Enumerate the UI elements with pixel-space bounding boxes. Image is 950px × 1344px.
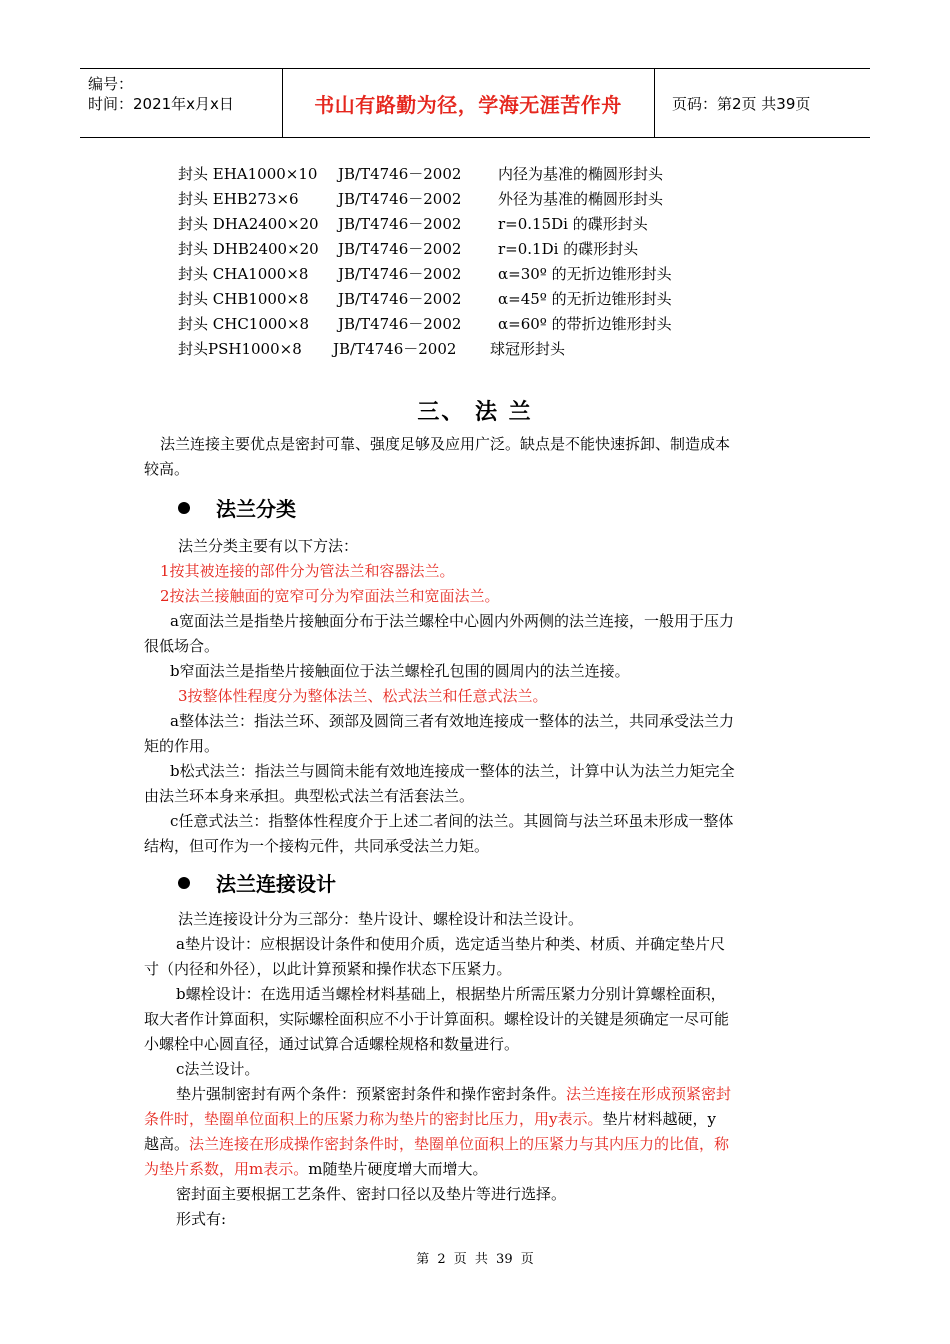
paragraph-line: a整体法兰：指法兰环、颈部及圆筒三者有效地连接成一整体的法兰，共同承受法兰力 <box>170 712 734 730</box>
paragraph-line: 小螺栓中心圆直径，通过试算合适螺栓规格和数量进行。 <box>144 1035 520 1053</box>
paragraph-line: 条件时，垫圈单位面积上的压紧力称为垫片的密封比压力，用y表示。垫片材料越硬，y <box>144 1110 716 1128</box>
paragraph-line: 法兰分类主要有以下方法： <box>178 537 359 555</box>
paragraph-line: 很低场合。 <box>144 637 220 655</box>
bullet-icon <box>178 877 190 889</box>
page-header <box>80 68 870 138</box>
paragraph-line: a宽面法兰是指垫片接触面分布于法兰螺栓中心圆内外两侧的法兰连接，一般用于压力 <box>170 612 734 630</box>
paragraph-line: c法兰设计。 <box>176 1060 260 1078</box>
paragraph-line: b窄面法兰是指垫片接触面位于法兰螺栓孔包围的圆周内的法兰连接。 <box>170 662 630 680</box>
paragraph-line: 越高。法兰连接在形成操作密封条件时，垫圈单位面积上的压紧力与其内压力的比值，称 <box>144 1135 730 1153</box>
intro-line: 法兰连接主要优点是密封可靠、强度足够及应用广泛。缺点是不能快速拆卸、制造成本 <box>160 435 731 453</box>
paragraph-line: 为垫片系数，用m表示。m随垫片硬度增大而增大。 <box>144 1160 488 1178</box>
paragraph-line: 法兰连接设计分为三部分：垫片设计、螺栓设计和法兰设计。 <box>178 910 584 928</box>
number-label: 编号： <box>88 75 134 93</box>
paragraph-line: b松式法兰：指法兰与圆筒未能有效地连接成一整体的法兰，计算中认为法兰力矩完全 <box>170 762 735 780</box>
paragraph-line: 形式有: <box>176 1210 227 1228</box>
header-divider <box>654 69 655 137</box>
paragraph-line: 2按法兰接触面的宽窄可分为窄面法兰和宽面法兰。 <box>160 587 500 605</box>
bullet-icon <box>178 502 190 514</box>
paragraph-line: 取大者作计算面积，实际螺栓面积应不小于计算面积。螺栓设计的关键是须确定一尽可能 <box>144 1010 730 1028</box>
paragraph-line: 结构，但可作为一个接构元件，共同承受法兰力矩。 <box>144 837 490 855</box>
paragraph-line: c任意式法兰：指整体性程度介于上述二者间的法兰。其圆筒与法兰环虽未形成一整体 <box>170 812 734 830</box>
section-title: 三、 法 兰 <box>417 400 533 425</box>
paragraph-line: a垫片设计：应根据设计条件和使用介质，选定适当垫片种类、材质、并确定垫片尺 <box>176 935 725 953</box>
paragraph-line: 垫片强制密封有两个条件：预紧密封条件和操作密封条件。法兰连接在形成预紧密封 <box>176 1085 732 1103</box>
paragraph-line: 由法兰环本身来承担。典型松式法兰有活套法兰。 <box>144 787 475 805</box>
header-meta <box>80 69 282 137</box>
paragraph-line: 寸（内径和外径），以此计算预紧和操作状态下压紧力。 <box>144 960 512 978</box>
paragraph-line: 1按其被连接的部件分为管法兰和容器法兰。 <box>160 562 455 580</box>
date-label: 时间：2021年x月x日 <box>88 95 234 113</box>
page-footer: 第 2 页 共 39 页 <box>416 1252 534 1267</box>
header-page-info: 页码：第2页 共39页 <box>672 94 811 113</box>
paragraph-line: 密封面主要根据工艺条件、密封口径以及垫片等进行选择。 <box>176 1185 567 1203</box>
paragraph-line: 3按整体性程度分为整体法兰、松式法兰和任意式法兰。 <box>178 687 548 705</box>
subheading-flange-classification: 法兰分类 <box>178 493 296 522</box>
paragraph-line: 矩的作用。 <box>144 737 220 755</box>
intro-line: 较高。 <box>144 460 190 478</box>
subheading-flange-design: 法兰连接设计 <box>178 868 336 897</box>
header-motto: 书山有路勤为径，学海无涯苦作舟 <box>314 92 622 117</box>
paragraph-line: b螺栓设计：在选用适当螺栓材料基础上，根据垫片所需压紧力分别计算螺栓面积， <box>176 985 726 1003</box>
